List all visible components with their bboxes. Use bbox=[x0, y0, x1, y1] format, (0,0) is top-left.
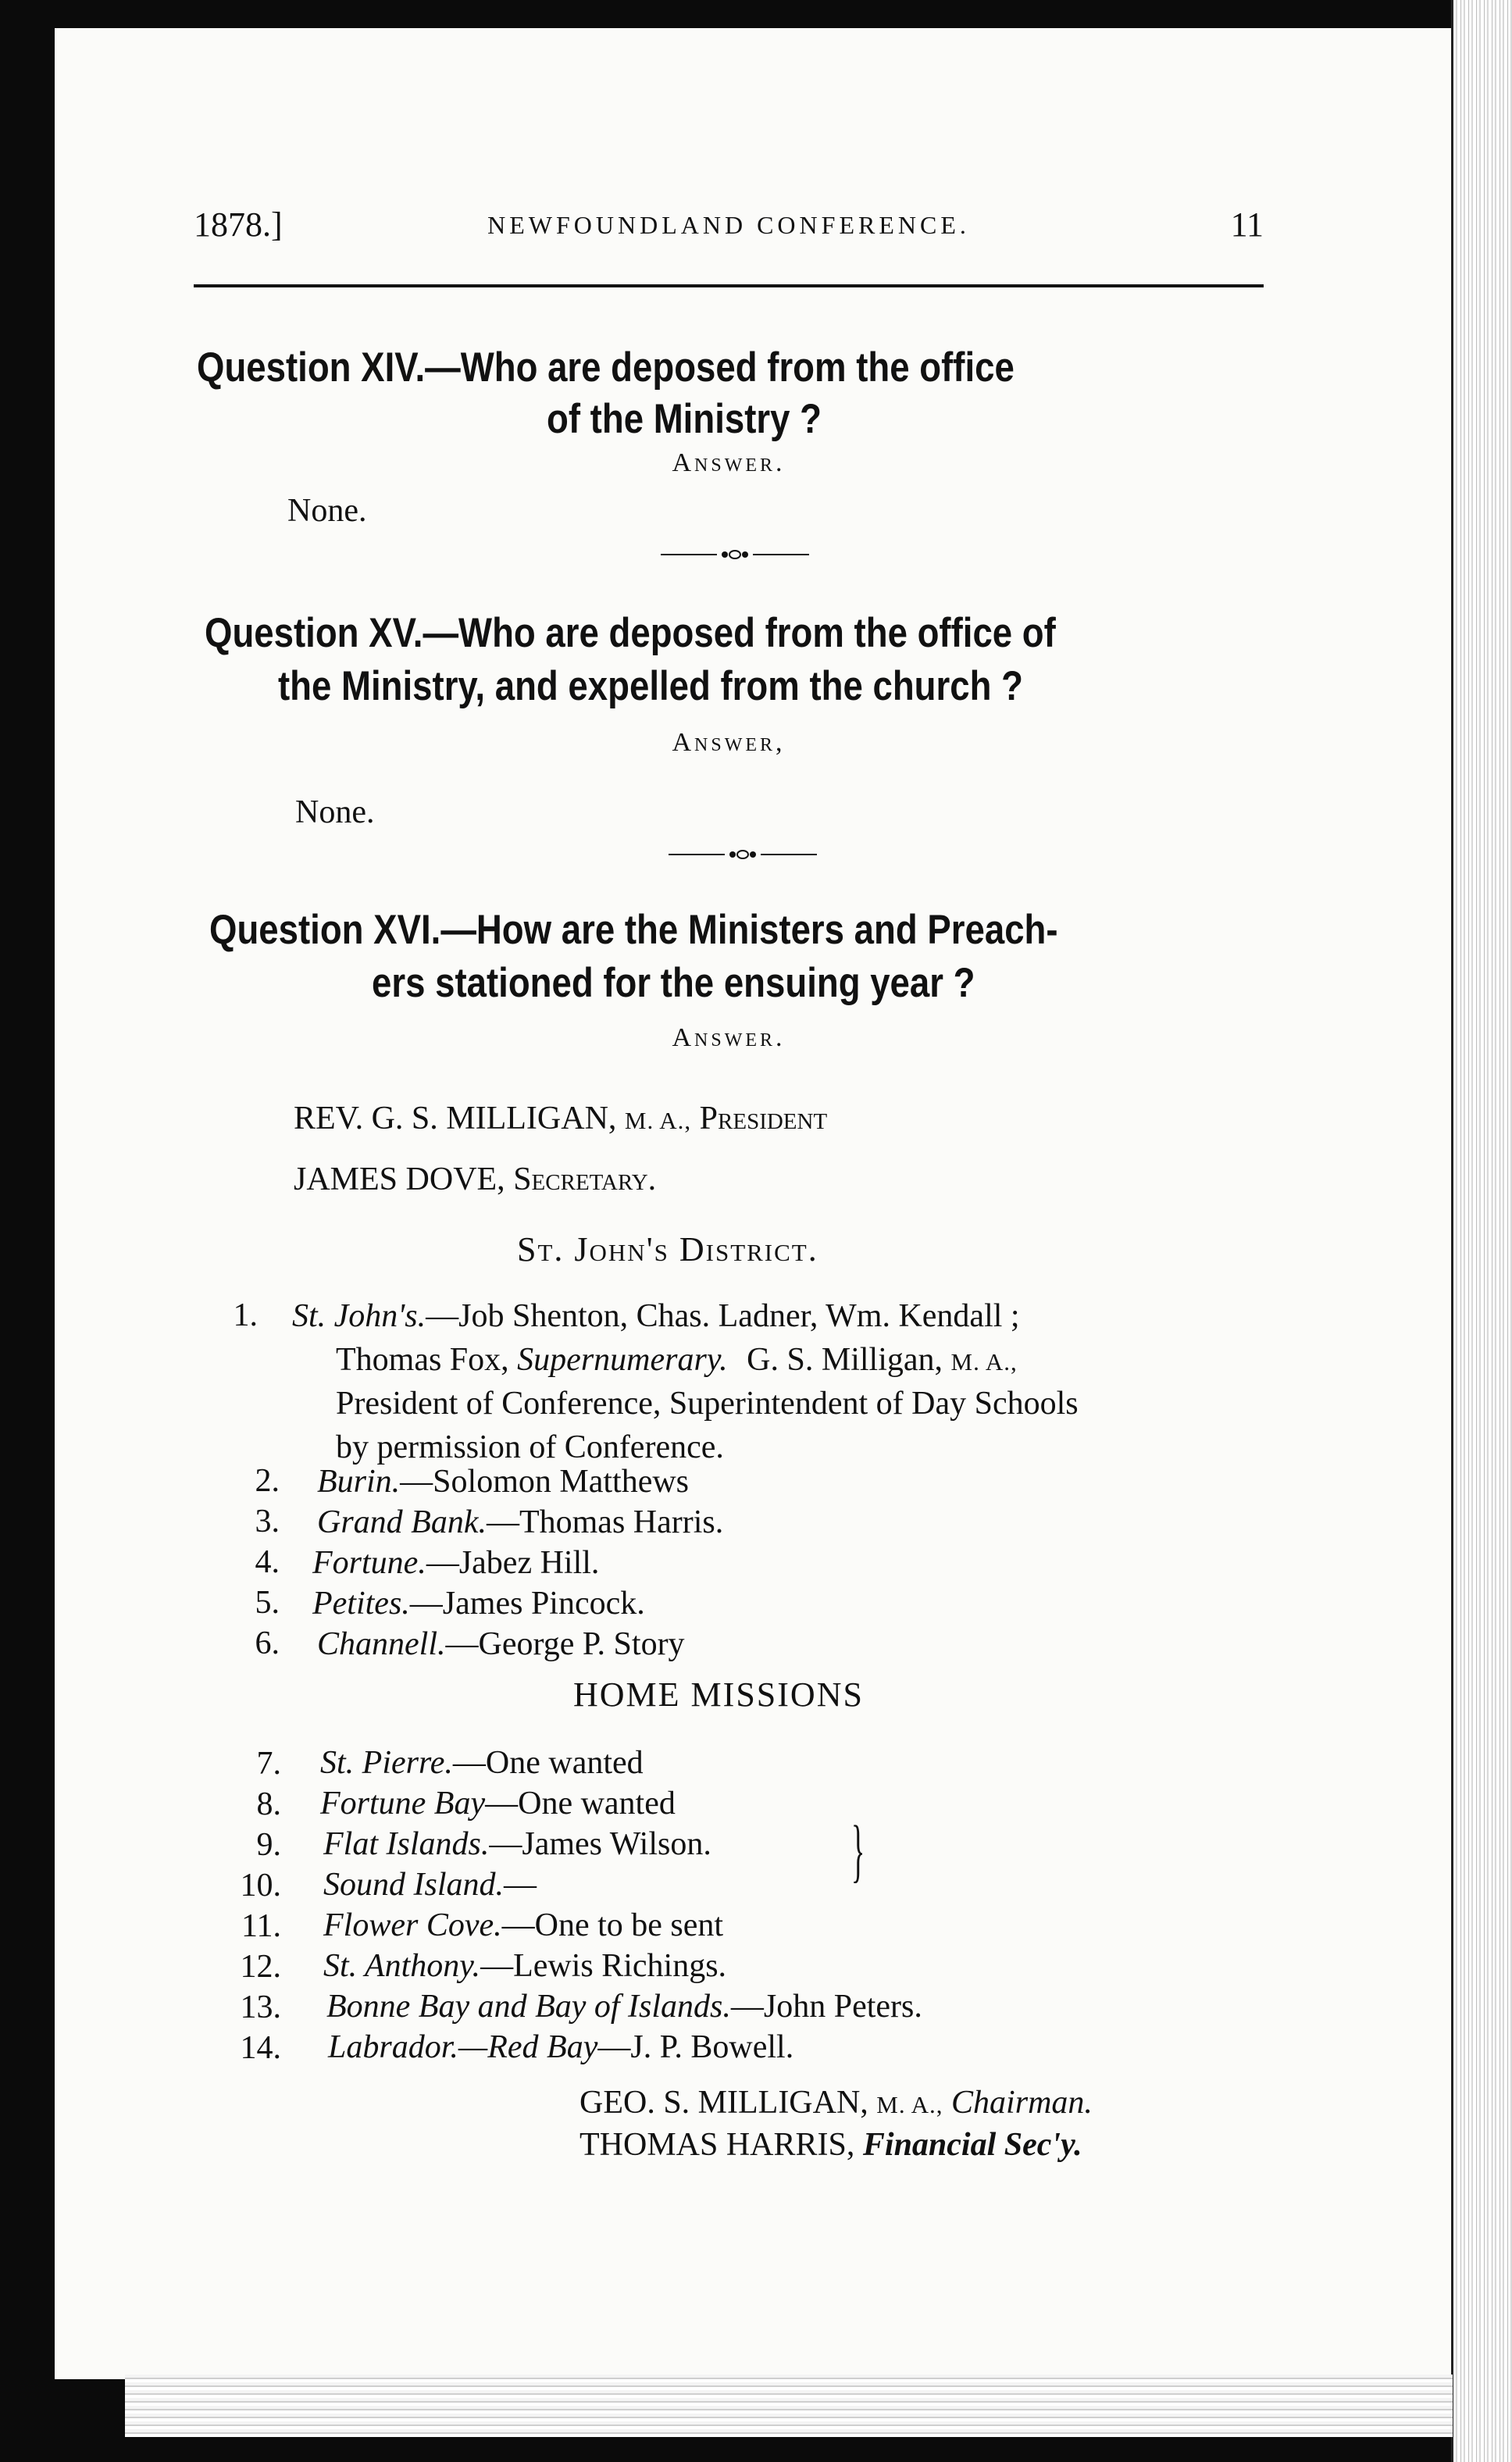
question-14-answer-label: Answer. bbox=[672, 448, 786, 477]
station-people: —George P. Story bbox=[445, 1626, 685, 1662]
financial-secretary-signature bbox=[579, 2126, 1082, 2164]
mission-people: —John Peters. bbox=[730, 1989, 922, 2025]
mission-number: 11. bbox=[241, 1908, 281, 1944]
chairman-name: GEO. S. MILLIGAN, bbox=[579, 2085, 868, 2121]
station-entry bbox=[312, 1581, 645, 1626]
question-16-line-2: ers stationed for the ensuing year ? bbox=[372, 960, 975, 1006]
question-14-line-1: Question XIV.—Who are deposed from the office bbox=[197, 344, 1015, 391]
mission-place: Fortune Bay bbox=[320, 1786, 486, 1822]
station-people: —Jabez Hill. bbox=[426, 1545, 600, 1581]
mission-place: St. Anthony. bbox=[323, 1948, 481, 1984]
question-15-answer: None. bbox=[295, 794, 375, 830]
header-title: NEWFOUNDLAND CONFERENCE. bbox=[487, 211, 970, 239]
brace-mark: } bbox=[851, 1812, 865, 1889]
station-entry bbox=[317, 1459, 689, 1504]
station-1-role: Supernumerary. bbox=[517, 1342, 728, 1378]
mission-people: —One wanted bbox=[485, 1786, 676, 1822]
secretary-title: Secretary. bbox=[513, 1161, 657, 1197]
station-1-line-2 bbox=[336, 1337, 1018, 1385]
district-title: St. John's District. bbox=[517, 1230, 818, 1268]
mission-number: 10. bbox=[240, 1868, 281, 1904]
mission-people: —One to be sent bbox=[501, 1907, 724, 1943]
mission-place: Flower Cove. bbox=[323, 1907, 502, 1943]
question-15-line-2: the Ministry, and expelled from the church ? bbox=[278, 663, 1023, 709]
station-place: Grand Bank. bbox=[317, 1504, 487, 1540]
mission-entry bbox=[320, 1740, 644, 1786]
president-line bbox=[294, 1100, 827, 1137]
mission-place: Sound Island. bbox=[323, 1867, 504, 1903]
station-1-name-2: G. S. Milligan, bbox=[747, 1342, 943, 1378]
financial-secretary-name: THOMAS HARRIS, bbox=[579, 2127, 855, 2163]
mission-number: 12. bbox=[240, 1949, 281, 1985]
station-place: Channell. bbox=[317, 1626, 446, 1662]
mission-place: Labrador.—Red Bay bbox=[328, 2029, 598, 2065]
mission-entry bbox=[328, 2025, 793, 2070]
page-bottom-edges bbox=[125, 2375, 1453, 2437]
station-1-name: Thomas Fox, bbox=[336, 1342, 509, 1378]
mission-people: —Lewis Richings. bbox=[480, 1948, 727, 1984]
mission-entry bbox=[323, 1943, 726, 1989]
header-year: 1878.] bbox=[194, 205, 283, 244]
station-place: Fortune. bbox=[312, 1545, 426, 1581]
station-number: 3. bbox=[255, 1504, 280, 1540]
station-1-line-3: President of Conference, Superintendent of Day Schools bbox=[336, 1386, 1079, 1422]
mission-people: —One wanted bbox=[452, 1745, 644, 1781]
station-people: —Job Shenton, Chas. Ladner, Wm. Kendall ; bbox=[426, 1298, 1020, 1334]
secretary-name: JAMES DOVE, bbox=[294, 1161, 505, 1197]
mission-number: 7. bbox=[256, 1746, 281, 1782]
mission-number: 9. bbox=[256, 1827, 281, 1863]
station-1-line-4: by permission of Conference. bbox=[336, 1429, 724, 1465]
president-name: REV. G. S. MILLIGAN, bbox=[294, 1101, 617, 1136]
chairman-signature bbox=[579, 2084, 1093, 2121]
station-number: 4. bbox=[255, 1544, 280, 1580]
section-divider bbox=[661, 548, 809, 561]
station-entry bbox=[312, 1540, 599, 1586]
mission-entry bbox=[323, 1822, 711, 1867]
mission-entry bbox=[323, 1903, 723, 1948]
station-number: 5. bbox=[255, 1585, 280, 1621]
mission-number: 14. bbox=[240, 2030, 281, 2066]
mission-place: Flat Islands. bbox=[323, 1826, 490, 1862]
mission-people: —J. P. Bowell. bbox=[597, 2029, 794, 2065]
president-title: President bbox=[699, 1101, 828, 1136]
question-16-line-1: Question XVI.—How are the Ministers and Preach- bbox=[209, 907, 1058, 953]
running-header bbox=[194, 205, 1264, 252]
station-people: —Thomas Harris. bbox=[486, 1504, 724, 1540]
mission-people: —James Wilson. bbox=[489, 1826, 711, 1862]
president-degree: M. A., bbox=[624, 1107, 692, 1134]
station-entry bbox=[292, 1293, 1020, 1339]
section-divider bbox=[669, 848, 817, 861]
mission-place: Bonne Bay and Bay of Islands. bbox=[326, 1989, 731, 2025]
station-entry bbox=[317, 1500, 723, 1545]
mission-number: 13. bbox=[240, 1989, 281, 2025]
station-people: —James Pincock. bbox=[409, 1586, 645, 1622]
question-16-answer-label: Answer. bbox=[672, 1023, 786, 1052]
station-number: 6. bbox=[255, 1625, 280, 1661]
financial-secretary-title: Financial Sec'y. bbox=[862, 2127, 1082, 2163]
mission-number: 8. bbox=[256, 1786, 281, 1822]
mission-people: — bbox=[504, 1867, 537, 1903]
question-15-line-1: Question XV.—Who are deposed from the office of bbox=[205, 610, 1056, 656]
page-number: 11 bbox=[1230, 205, 1264, 244]
chairman-degree: M. A., bbox=[876, 2091, 943, 2118]
mission-place: St. Pierre. bbox=[320, 1745, 453, 1781]
station-place: St. John's. bbox=[292, 1298, 426, 1334]
page-edges bbox=[1451, 0, 1512, 2462]
mission-entry bbox=[326, 1984, 922, 2029]
station-number: 2. bbox=[255, 1463, 280, 1499]
station-1-degree: M. A., bbox=[950, 1348, 1018, 1376]
station-number: 1. bbox=[233, 1297, 258, 1333]
question-14-answer: None. bbox=[287, 493, 367, 529]
chairman-title: Chairman. bbox=[951, 2085, 1093, 2121]
secretary-line bbox=[294, 1161, 656, 1198]
mission-entry bbox=[320, 1781, 676, 1826]
header-rule bbox=[194, 284, 1264, 287]
question-14-line-2: of the Ministry ? bbox=[547, 396, 822, 442]
question-15-answer-label: Answer, bbox=[672, 728, 786, 757]
home-missions-title: HOME MISSIONS bbox=[573, 1675, 864, 1714]
station-entry bbox=[317, 1622, 685, 1667]
mission-entry bbox=[323, 1862, 537, 1907]
station-people: —Solomon Matthews bbox=[400, 1464, 690, 1500]
station-place: Petites. bbox=[312, 1586, 410, 1622]
station-place: Burin. bbox=[317, 1464, 401, 1500]
